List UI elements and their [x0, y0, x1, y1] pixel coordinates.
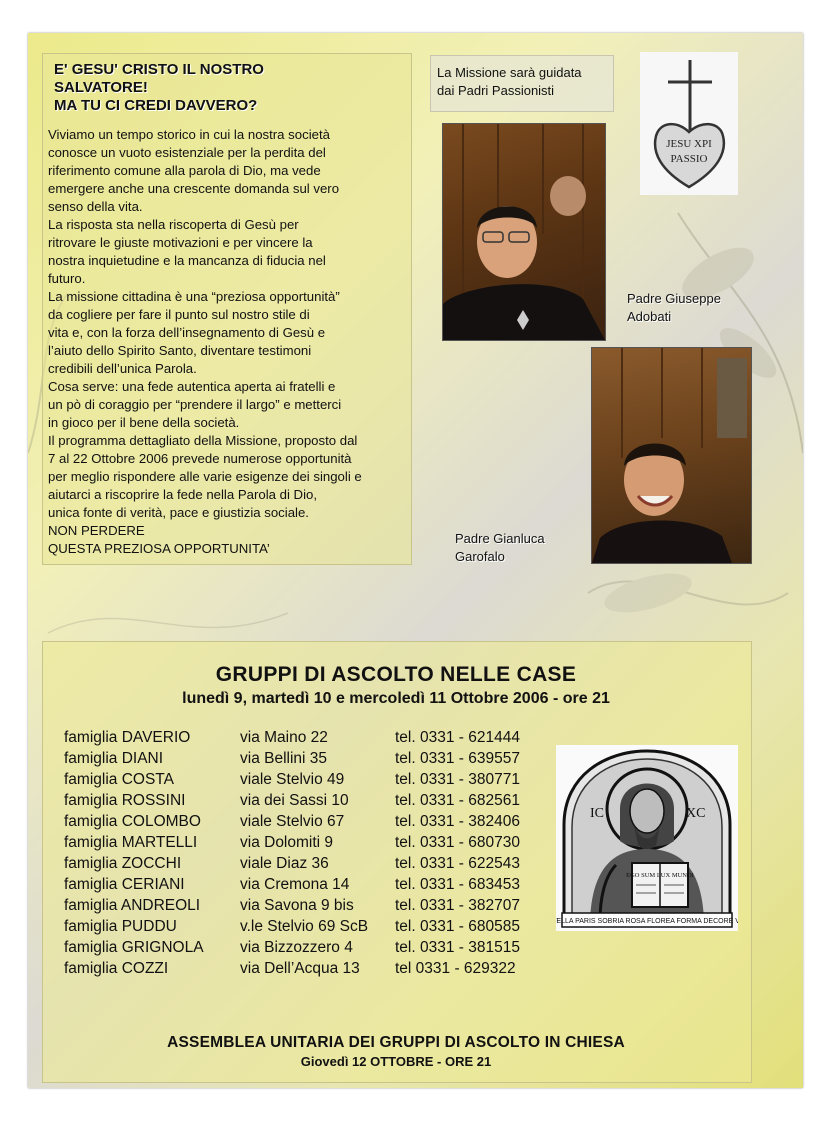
family-address: via Cremona 14: [240, 876, 350, 893]
family-address: via Bizzozzero 4: [240, 939, 353, 956]
family-name: famiglia COZZI: [64, 960, 169, 977]
passionist-emblem: [640, 52, 738, 195]
family-phone: tel. 0331 - 682561: [395, 792, 520, 809]
groups-subtitle: lunedì 9, martedì 10 e mercoledì 11 Ottobre 2006 - ore 21: [182, 690, 610, 707]
intro-body-line: Cosa serve: una fede autentica aperta ai fratelli e: [48, 379, 336, 394]
family-name: famiglia MARTELLI: [64, 834, 198, 851]
intro-body-line: aiutarci a riscoprire la fede nella Parola di Dio,: [48, 487, 318, 502]
intro-body-line: QUESTA PREZIOSA OPPORTUNITA’: [48, 541, 270, 556]
family-name: famiglia ZOCCHI: [64, 855, 182, 872]
intro-body-line: NON PERDERE: [48, 523, 145, 538]
intro-body-line: La risposta sta nella riscoperta di Gesù per: [48, 217, 299, 232]
emblem-text: PASSIO: [670, 153, 708, 165]
caption-line: Padre Giuseppe: [627, 291, 721, 306]
icon-letters-right: XC: [686, 806, 706, 821]
intro-body-line: l’aiuto dello Spirito Santo, diventare testimoni: [48, 343, 312, 358]
family-name: famiglia CERIANI: [64, 876, 185, 893]
christ-pantocrator-icon: [556, 745, 738, 931]
intro-title-line: E' GESU' CRISTO IL NOSTRO: [54, 61, 264, 78]
photo-padre-gianluca: [591, 347, 752, 564]
family-name: famiglia GRIGNOLA: [64, 939, 204, 956]
family-address: via Dell’Acqua 13: [240, 960, 360, 977]
family-address: via Maino 22: [240, 729, 328, 746]
priest-portrait-icon: [592, 348, 751, 563]
caption-line: Padre Gianluca: [455, 531, 545, 546]
caption-line: Adobati: [627, 309, 672, 324]
family-address: v.le Stelvio 69 ScB: [240, 918, 369, 935]
intro-body-line: in gioco per il bene della società.: [48, 415, 240, 430]
family-name: famiglia COLOMBO: [64, 813, 201, 830]
family-name: famiglia PUDDU: [64, 918, 177, 935]
family-phone: tel. 0331 - 621444: [395, 729, 520, 746]
intro-body-line: ritrovare le giuste motivazioni e per vincere la: [48, 235, 313, 250]
family-name: famiglia DIANI: [64, 750, 164, 767]
family-address: via dei Sassi 10: [240, 792, 349, 809]
family-phone: tel. 0331 - 683453: [395, 876, 520, 893]
family-name: famiglia DAVERIO: [64, 729, 191, 746]
family-name: famiglia ANDREOLI: [64, 897, 201, 914]
family-phone: tel. 0331 - 380771: [395, 771, 520, 788]
family-address: viale Stelvio 67: [240, 813, 345, 830]
intro-title-line: SALVATORE!: [54, 79, 148, 96]
family-address: viale Stelvio 49: [240, 771, 345, 788]
intro-title: [54, 61, 404, 115]
intro-body-line: nostra inquietudine e la mancanza di fiducia nel: [48, 253, 326, 268]
intro-body-line: Viviamo un tempo storico in cui la nostra società: [48, 127, 330, 142]
caption-padre-gianluca: [455, 530, 545, 566]
emblem-text: JESU XPI: [666, 138, 712, 150]
family-phone: tel 0331 - 629322: [395, 960, 516, 977]
family-address: viale Diaz 36: [240, 855, 329, 872]
mission-note-line: La Missione sarà guidata: [437, 65, 582, 80]
family-phone: tel. 0331 - 639557: [395, 750, 520, 767]
intro-body-line: credibili dell’unica Parola.: [48, 361, 197, 376]
groups-title: GRUPPI DI ASCOLTO NELLE CASE: [215, 663, 577, 686]
christ-icon: [556, 745, 738, 931]
intro-body-line: da cogliere per fare il punto sul nostro stile di: [48, 307, 310, 322]
family-address: via Bellini 35: [240, 750, 328, 767]
assembly-subtitle: Giovedì 12 OTTOBRE - ORE 21: [300, 1054, 492, 1069]
family-address: via Savona 9 bis: [240, 897, 354, 914]
intro-body-line: un pò di coraggio per “prendere il largo” e metterci: [48, 397, 342, 412]
icon-inscription: STELLA PARIS SOBRIA ROSA FLOREA FORMA DECORE VIX: [556, 918, 738, 925]
family-phone: tel. 0331 - 382707: [395, 897, 520, 914]
family-address: via Dolomiti 9: [240, 834, 334, 851]
family-phone: tel. 0331 - 381515: [395, 939, 520, 956]
intro-body-line: La missione cittadina è una “preziosa opportunità”: [48, 289, 340, 304]
family-phone: tel. 0331 - 680730: [395, 834, 520, 851]
family-name: famiglia COSTA: [64, 771, 174, 788]
intro-body-line: Il programma dettagliato della Missione, proposto dal: [48, 433, 358, 448]
family-name: famiglia ROSSINI: [64, 792, 186, 809]
photo-padre-giuseppe: [442, 123, 606, 341]
cross-heart-icon: [640, 52, 738, 195]
intro-body-line: conosce un vuoto esistenziale per la perdita del: [48, 145, 326, 160]
mission-note: [437, 64, 609, 100]
intro-title-line: MA TU CI CREDI DAVVERO?: [54, 97, 258, 114]
mission-note-line: dai Padri Passionisti: [437, 83, 555, 98]
family-phone: tel. 0331 - 382406: [395, 813, 520, 830]
family-phone: tel. 0331 - 680585: [395, 918, 520, 935]
intro-body-line: futuro.: [48, 271, 86, 286]
caption-padre-giuseppe: [627, 290, 721, 326]
intro-body: [48, 126, 410, 558]
intro-body-line: vita e, con la forza dell’insegnamento di Gesù e: [48, 325, 326, 340]
intro-body-line: riferimento comune alla parola di Dio, ma vede: [48, 163, 321, 178]
book-text: EGO SUM LUX MUNDI: [626, 872, 694, 879]
intro-body-line: unica fonte di verità, pace e giustizia sociale.: [48, 505, 309, 520]
icon-letters-left: IC: [590, 806, 604, 821]
priest-portrait-icon: [443, 124, 605, 340]
assembly-title: ASSEMBLEA UNITARIA DEI GRUPPI DI ASCOLTO IN CHIESA: [167, 1034, 625, 1051]
intro-body-line: 7 al 22 Ottobre 2006 prevede numerose opportunità: [48, 451, 352, 466]
intro-body-line: emergere anche una crescente domanda sul vero: [48, 181, 340, 196]
family-phone: tel. 0331 - 622543: [395, 855, 520, 872]
intro-body-line: senso della vita.: [48, 199, 143, 214]
intro-body-line: per meglio rispondere alle varie esigenze dei singoli e: [48, 469, 362, 484]
caption-line: Garofalo: [455, 549, 505, 564]
